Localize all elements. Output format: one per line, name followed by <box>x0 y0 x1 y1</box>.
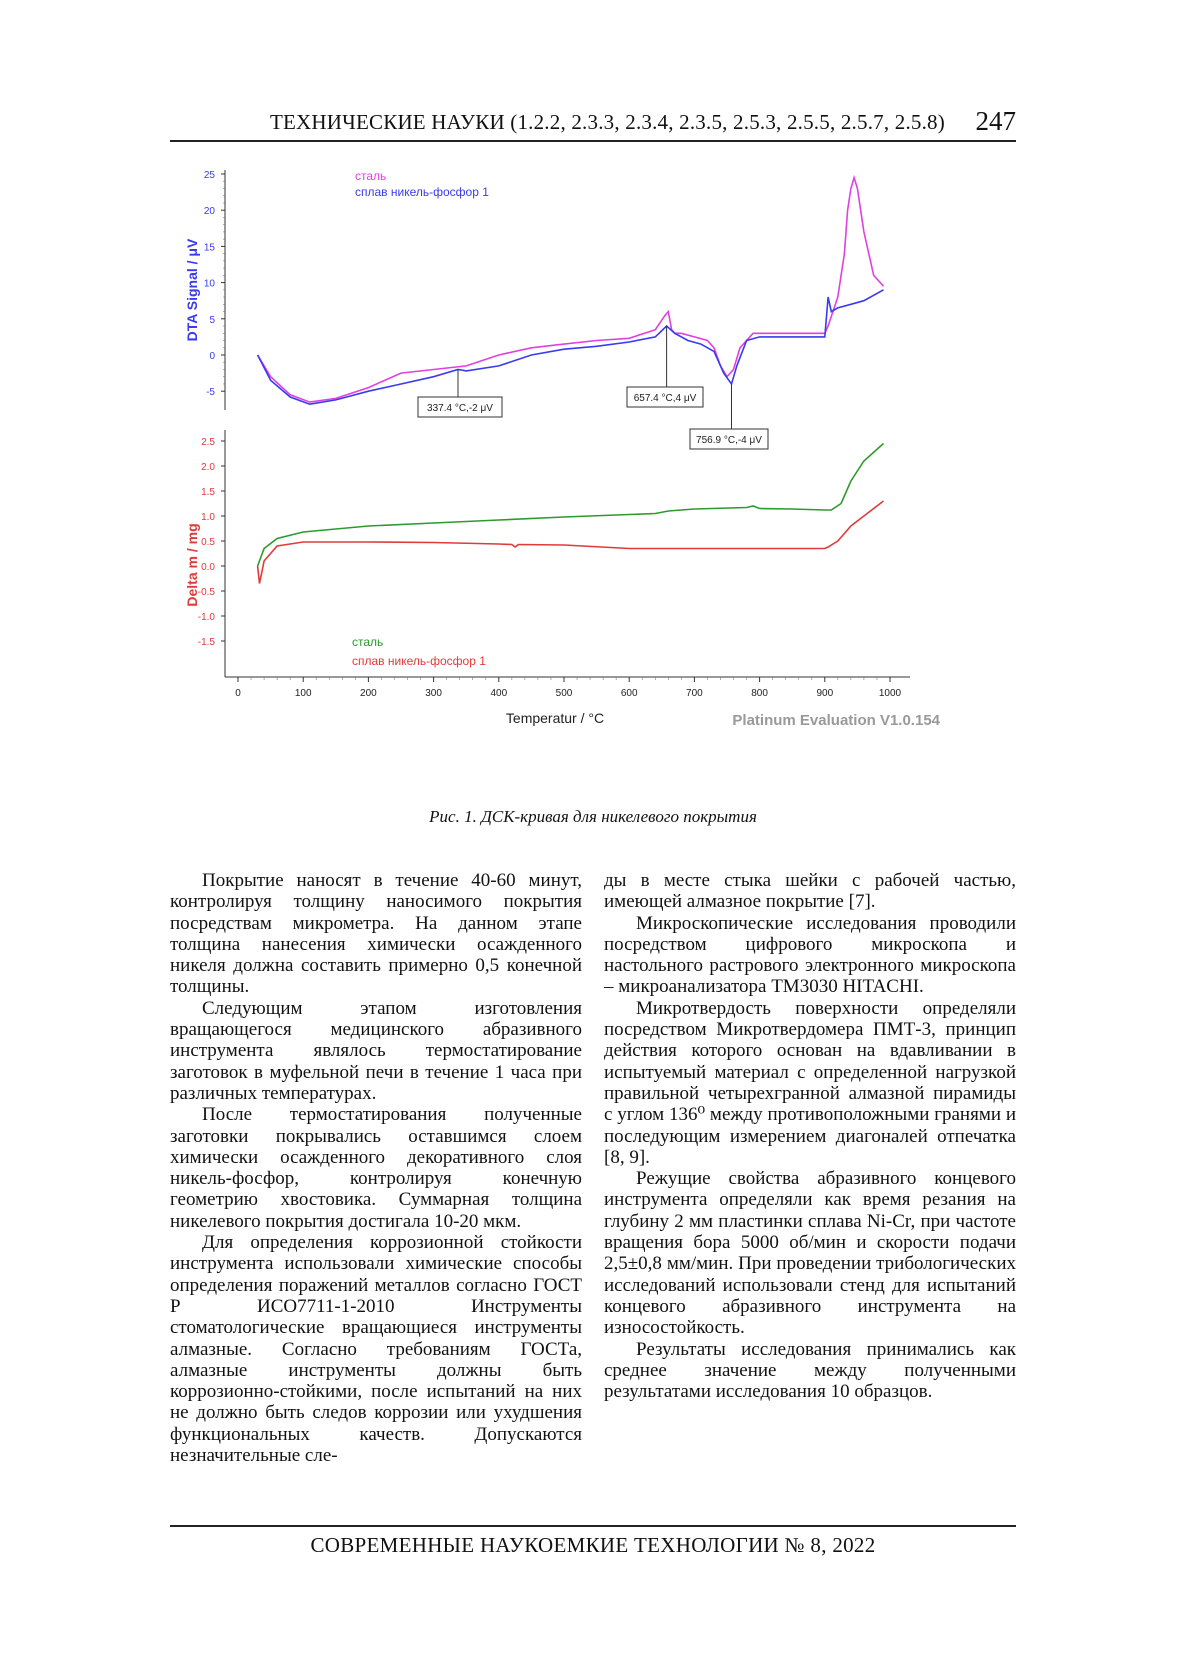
header-title: ТЕХНИЧЕСКИЕ НАУКИ (1.2.2, 2.3.3, 2.3.4, 2.3.5, 2.5.3, 2.5.5, 2.5.7, 2.5.8) <box>270 110 945 134</box>
mass-y-tick-label: 2.5 <box>201 437 215 448</box>
x-tick-label: 400 <box>490 688 508 699</box>
x-tick-label: 700 <box>686 688 703 699</box>
mass-legend-entry: сплав никель-фосфор 1 <box>352 654 486 668</box>
dta-y-tick-label: 25 <box>203 170 215 181</box>
dsc-chart <box>180 165 1020 790</box>
mass-y-tick-label: 1.5 <box>201 487 215 498</box>
dta-y-tick-label: 15 <box>203 242 215 254</box>
paragraph: Режущие свойства абразивного концевого инструмента определяли как время резания на глубину 2 мм пластинки сплава Ni-Cr, при частоте вращения бора 5000 об/мин и скорости подачи 2,5±0,8 мм/мин. При проведении трибологических исследований использовали стенд для испытаний концевого абразивного инструмента на износостойкость. <box>604 1168 1016 1339</box>
figure-caption: Рис. 1. ДСК-кривая для никелевого покрытия <box>429 807 757 826</box>
x-tick-label: 100 <box>294 688 312 699</box>
paragraph: Результаты исследования принимались как среднее значение между полученными результатами исследования 10 образцов. <box>604 1338 1016 1403</box>
page-number: 247 <box>975 106 1016 136</box>
software-watermark: Platinum Evaluation V1.0.154 <box>732 712 940 729</box>
mass-y-tick-label: 2.0 <box>201 462 215 473</box>
paragraph: Покрытие наносят в течение 40-60 минут, контролируя толщину наносимого покрытия посредствам микрометра. На данном этапе толщина нанесения химически осажденного никеля должна составить примерно 0,5 конечной толщины. <box>170 870 582 998</box>
x-tick-label: 0 <box>235 688 241 699</box>
dta-legend-entry: сплав никель-фосфор 1 <box>355 185 489 199</box>
paragraph: После термостатирования полученные заготовки покрывались оставшимся слоем химически осажденного декоративного слоя никель-фосфор, контролируя конечную геометрию хвостовика. Суммарная толщина никелевого покрытия достигала 10-20 мкм. <box>170 1104 582 1232</box>
mass-y-tick-label: -1.5 <box>197 637 215 648</box>
running-header <box>170 104 1016 142</box>
journal-footer: СОВРЕМЕННЫЕ НАУКОЕМКИЕ ТЕХНОЛОГИИ № 8, 2022 <box>170 1525 1016 1558</box>
mass-series-line <box>258 444 884 567</box>
paragraph: Микроскопические исследования проводили посредством цифрового микроскопа и настольного растрового электронного микроскопа – микроанализатора TM3030 HITACHI. <box>604 912 1016 998</box>
dta-y-tick-label: -5 <box>206 387 215 399</box>
mass-y-tick-label: 1.0 <box>201 512 215 523</box>
x-tick-label: 900 <box>816 688 834 699</box>
paragraph-continuation: ды в месте стыка шейки с рабочей частью, имеющей алмазное покрытие [7]. <box>604 870 1016 913</box>
dta-legend-entry: сталь <box>355 169 387 183</box>
mass-y-tick-label: 0.0 <box>201 562 215 573</box>
dta-series-line <box>258 178 884 403</box>
dta-y-tick-label: 5 <box>209 314 215 326</box>
x-tick-label: 600 <box>620 688 638 699</box>
mass-legend-entry: сталь <box>352 635 384 649</box>
annotation-label: 337.4 °C,-2 μV <box>427 403 493 414</box>
mass-y-tick-label: -0.5 <box>197 587 215 598</box>
x-tick-label: 1000 <box>878 688 902 699</box>
dta-y-tick-label: 10 <box>203 278 215 290</box>
dta-y-axis-label: DTA Signal / μV <box>184 238 200 342</box>
paragraph: Для определения коррозионной стойкости инструмента использовали химические способы определения поражений металлов согласно ГОСТ Р ИСО7711-1-2010 Инструменты стоматологические вращающиеся инструменты алмазные. Согласно требованиям ГОСТа, алмазные инструменты должны быть коррозионно-стойкими, после испытаний на них не должно быть следов коррозии или ухудшения функциональных качеств. Допускаются незначительные сле- <box>170 1232 582 1467</box>
x-tick-label: 300 <box>425 688 442 699</box>
x-tick-label: 500 <box>555 688 573 699</box>
dsc-figure <box>180 165 1020 790</box>
right-column <box>604 870 1016 1402</box>
paragraph: Микротвердость поверхности определяли посредством Микротвердомера ПМТ-3, принцип действия которого основан на вдавливании в испытуемый материал с определенной нагрузкой правильной четырехгранной алмазной пирамиды с углом 136⁰ между противоположными гранями и последующим измерением диагоналей отпечатка [8, 9]. <box>604 997 1016 1168</box>
mass-y-axis-label: Delta m / mg <box>184 523 200 607</box>
mass-y-tick-label: -1.0 <box>197 612 215 623</box>
x-tick-label: 200 <box>360 688 377 699</box>
dta-y-tick-label: 0 <box>209 351 215 362</box>
mass-series-line <box>258 501 884 584</box>
annotation-label: 756.9 °C,-4 μV <box>696 435 762 446</box>
paragraph: Следующим этапом изготовления вращающегося медицинского абразивного инструмента являлось термостатирование заготовок в муфельной печи в течение 1 часа при различных температурах. <box>170 997 582 1104</box>
mass-y-tick-label: 0.5 <box>201 537 215 548</box>
annotation-label: 657.4 °C,4 μV <box>633 393 697 404</box>
x-tick-label: 800 <box>751 688 768 699</box>
dta-series-line <box>258 290 884 404</box>
x-axis-label: Temperatur / °C <box>505 710 605 726</box>
dta-y-tick-label: 20 <box>203 206 215 218</box>
left-column <box>170 870 582 1466</box>
